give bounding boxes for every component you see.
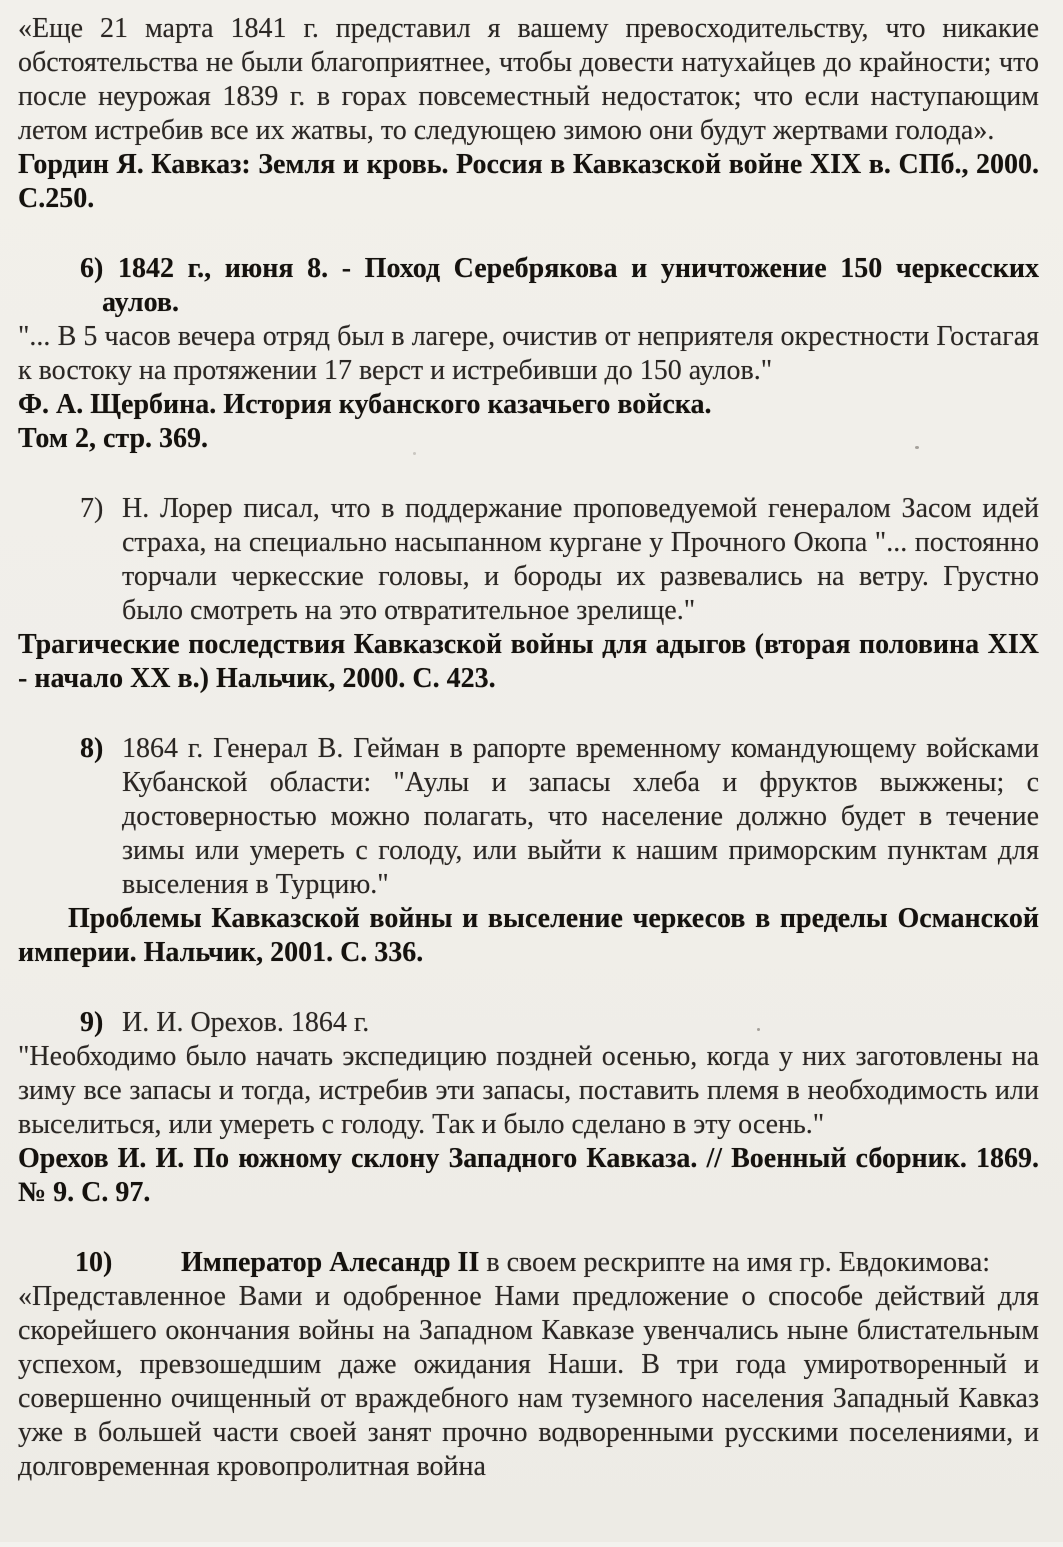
citation-shcherbina: Ф. А. Щербина. История кубанского казачьего войска. — [18, 389, 712, 420]
list-item-9 — [18, 1006, 1039, 1040]
item-text: 1864 г. Генерал В. Гейман в рапорте временному командующему войсками Кубанской области: "Аулы и запасы хлеба и фруктов выжжены; с достоверностью можно полагать, что население должно будет в течение зимы или умереть с голоду, или выйти к нашим приморским пунктам для выселения в Турцию." — [122, 733, 1039, 900]
citation-orekhov: Орехов И. И. По южному склону Западного Кавказа. // Военный сборник. 1869. № 9. С. 97. — [18, 1143, 1039, 1208]
citation-shcherbina-volume: Том 2, стр. 369. — [18, 423, 209, 454]
scan-speck — [836, 916, 839, 920]
item-number: 6) — [80, 253, 104, 284]
rescript-paragraph: «Представленное Вами и одобренное Нами предложение о способе действий для скорейшего окончания войны на Западном Кавказе увенчались ныне блистательным успехом, превзошедшим даже ожидания Наши. В три года умиротворенный и совершенно очищенный от враждебного нам туземного населения Западный Кавказ уже в большей части своей занят прочно водворенными русскими поселениями, и долговременная кровопролитная война — [18, 1281, 1039, 1482]
item-heading: 1842 г., июня 8. - Поход Серебрякова и уничтожение 150 черкесских аулов. — [102, 253, 1039, 318]
citation-tragic-consequences: Трагические последствия Кавказской войны для адыгов (вторая половина XIX - начало XX в.) Нальчик, 2000. С. 423. — [18, 629, 1039, 694]
scan-speck — [700, 1262, 703, 1267]
item-text: Н. Лорер писал, что в поддержание проповедуемой генералом Засом идей страха, на специально насыпанном кургане у Прочного Окопа "... постоянно торчали черкесские головы, и бороды их развевались на ветру. Грустно было смотреть на это отвратительное зрелище." — [122, 493, 1039, 626]
quote-serebryakov: "... В 5 часов вечера отряд был в лагере, очистив от неприятеля окрестности Гостагая к востоку на протяжении 17 верст и истребивши до 150 аулов." — [18, 321, 1039, 386]
list-item-10 — [18, 1246, 1039, 1280]
list-item-8 — [18, 732, 1039, 902]
list-item-7 — [18, 492, 1039, 628]
quote-paragraph-1841: «Еще 21 марта 1841 г. представил я вашему превосходительству, что никакие обстоятельства не были благоприятнее, чтобы довести натухайцев до крайности; что после неурожая 1839 г. в горах повсеместный недостаток; что если наступающим летом истребив все их жатвы, то следующею зимою они будут жертвами голода». — [18, 13, 1039, 146]
quote-orekhov: "Необходимо было начать экспедицию поздней осенью, когда у них заготовлены на зиму все запасы и тогда, истребив эти запасы, поставить племя в необходимость или выселиться, или умереть с голоду. Так и было сделано в эту осень." — [18, 1041, 1039, 1140]
item-number: 9) — [80, 1007, 104, 1038]
item-number: 8) — [80, 733, 104, 764]
item-number: 10) — [75, 1247, 113, 1278]
scan-speck — [757, 1028, 760, 1031]
citation-problemy: Проблемы Кавказской войны и выселение черкесов в пределы Османской империи. Нальчик, 2001. С. 336. — [18, 903, 1039, 968]
scan-speck — [413, 452, 416, 455]
scan-speck — [915, 446, 919, 449]
item-number: 7) — [80, 493, 104, 524]
emperor-name-bold: Император Алесандр II — [181, 1247, 480, 1278]
scan-edge — [0, 1542, 1063, 1547]
citation-gordin: Гордин Я. Кавказ: Земля и кровь. Россия в Кавказской войне XIX в. СПб., 2000. С.250. — [18, 149, 1039, 214]
list-item-6 — [18, 252, 1039, 320]
item-text: в своем рескрипте на имя гр. Евдокимова: — [486, 1247, 991, 1278]
item-text: И. И. Орехов. 1864 г. — [122, 1007, 370, 1038]
